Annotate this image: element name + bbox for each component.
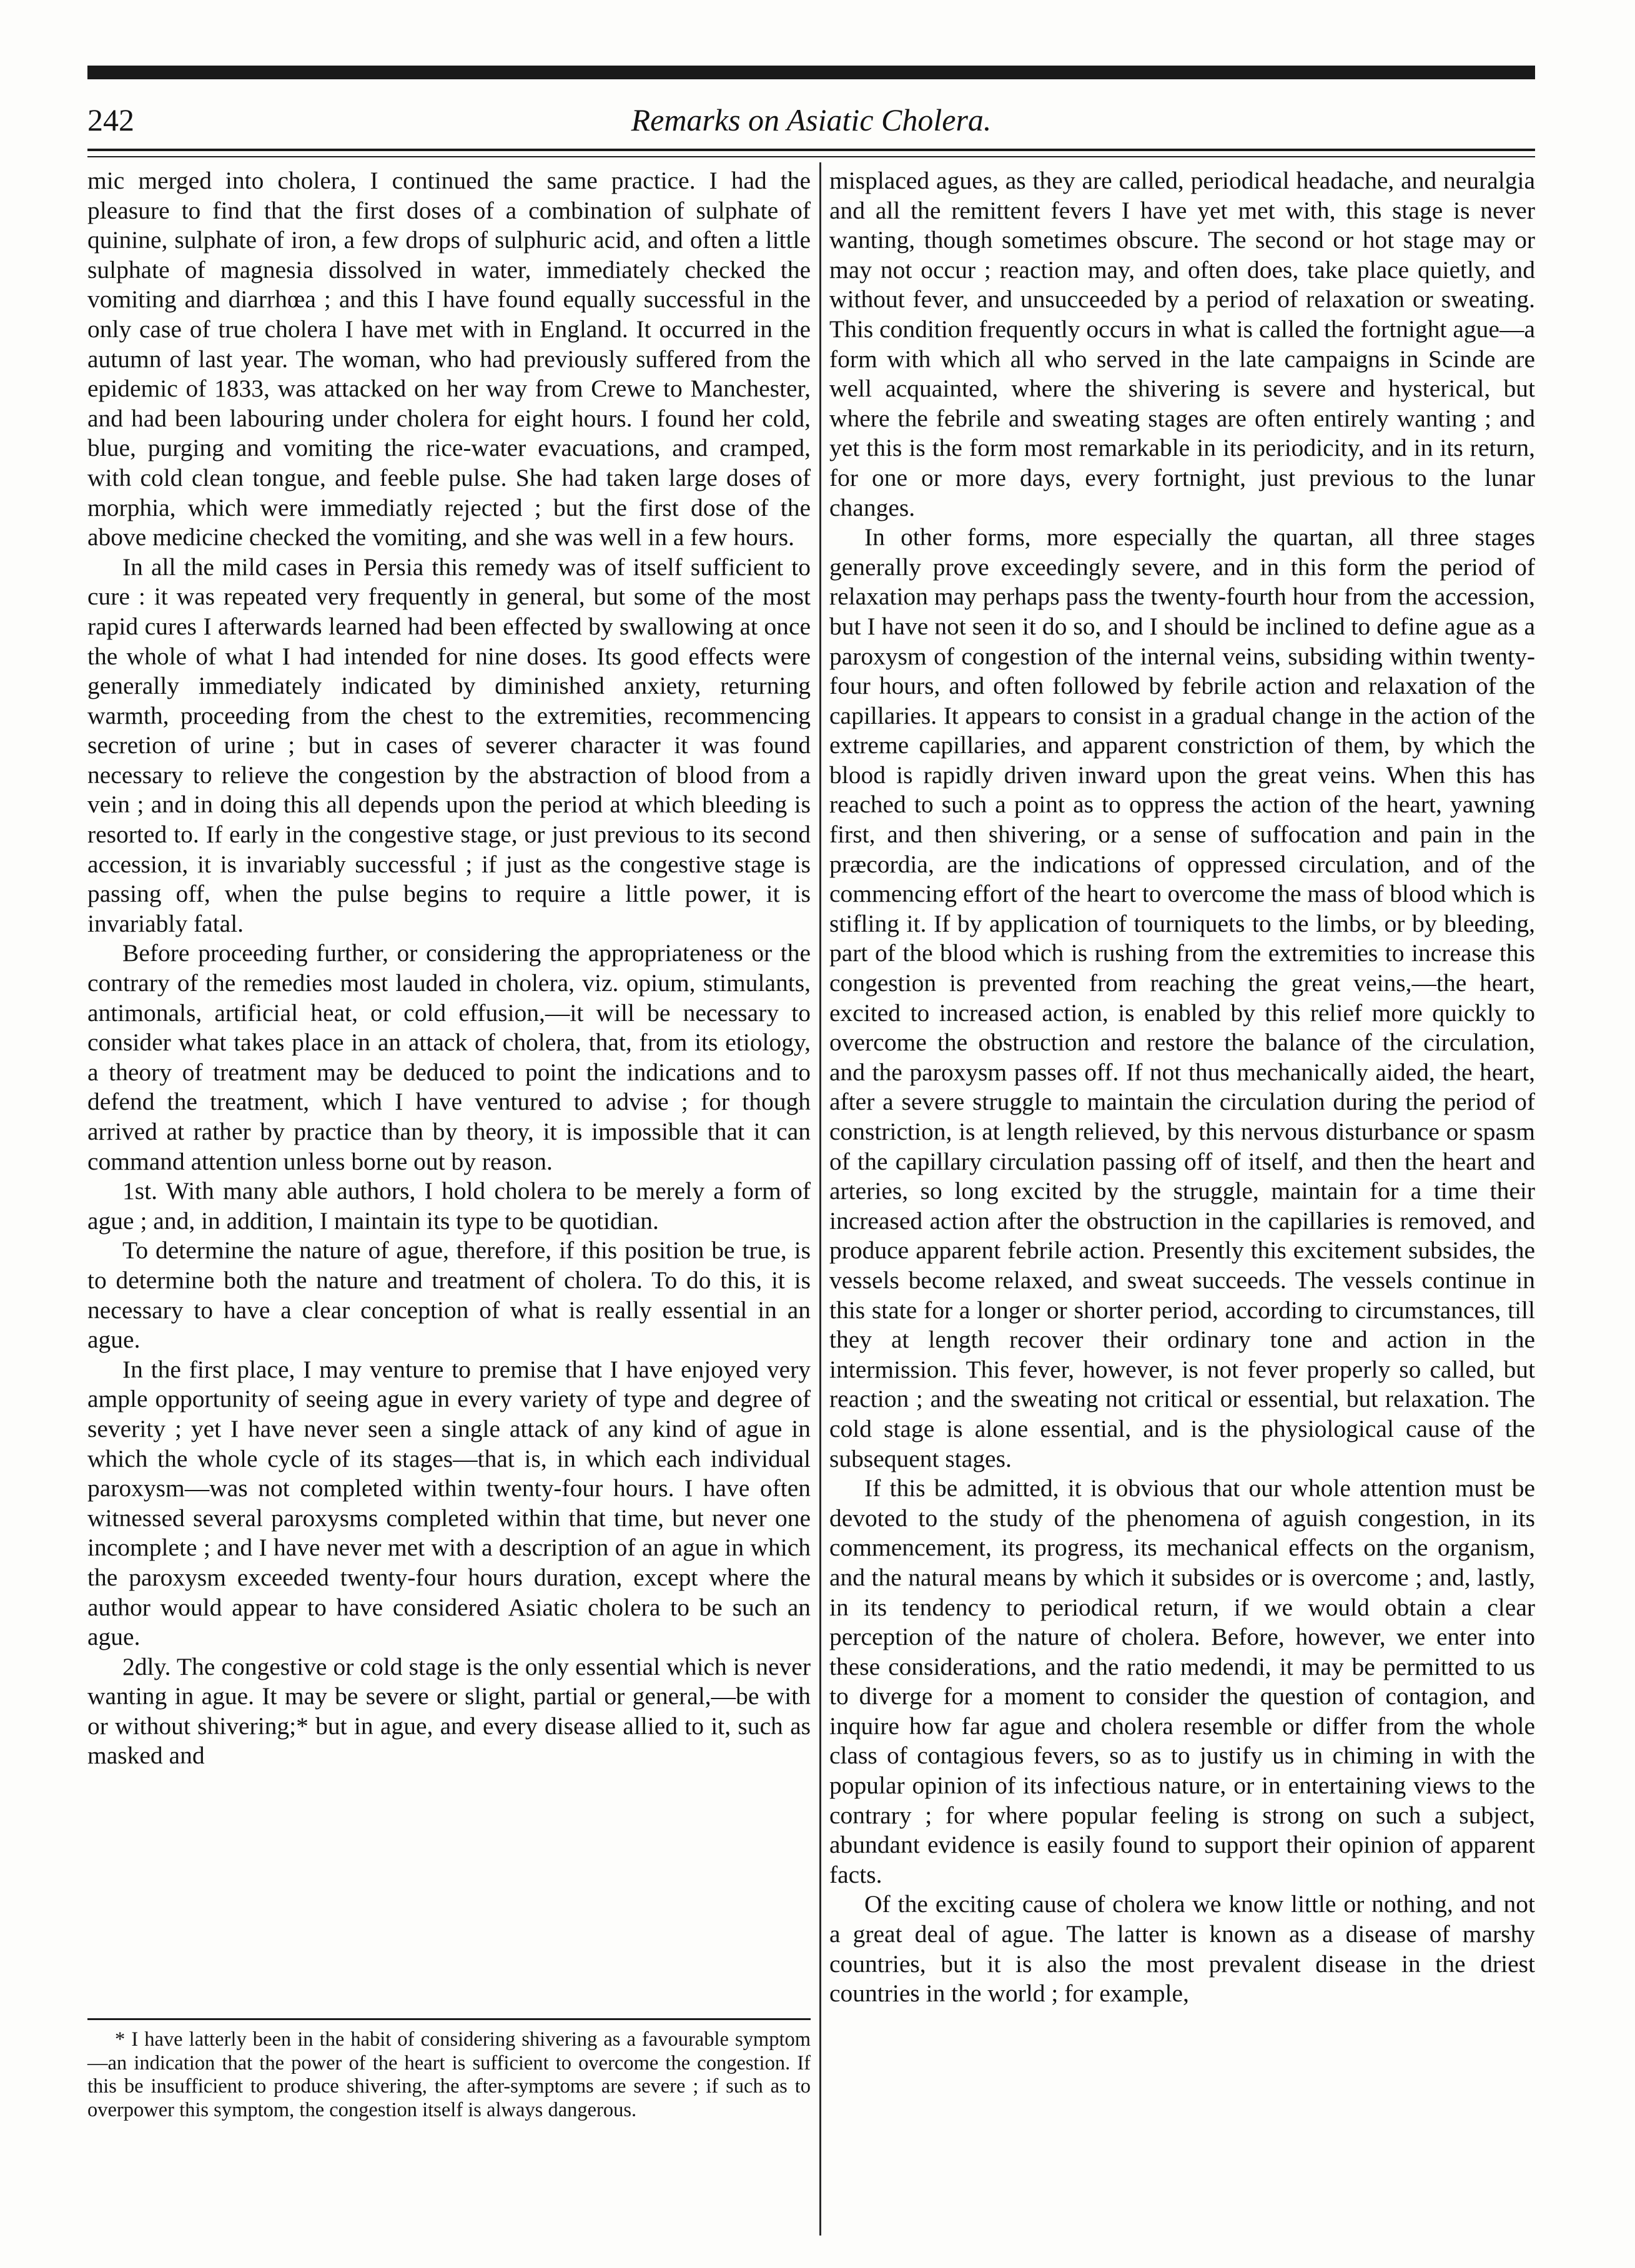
footnote-rule xyxy=(87,2018,811,2020)
left-column xyxy=(87,166,811,1771)
paragraph: 1st. With many able authors, I hold cholera to be merely a form of ague ; and, in addition, I maintain its type to be quotidian. xyxy=(87,1177,811,1235)
paragraph: In all the mild cases in Persia this remedy was of itself sufficient to cure : it was repeated very frequently in general, but some of the most rapid cures I afterwards learned had been effected by swallowing at once the whole of what I had intended for nine doses. Its good effects were generally immediately indicated by diminished anxiety, returning warmth, proceeding from the chest to the extremities, recommencing secretion of urine ; but in cases of severer character it was found necessary to relieve the congestion by the abstraction of blood from a vein ; and in doing this all depends upon the period at which bleeding is resorted to. If early in the congestive stage, or just previous to its second accession, it is invariably successful ; if just as the congestive stage is passing off, when the pulse begins to require a little power, it is invariably fatal. xyxy=(87,553,811,937)
right-column xyxy=(829,166,1535,2009)
paragraph: Of the exciting cause of cholera we know little or nothing, and not a great deal of ague. The latter is known as a disease of marshy countries, but it is also the most prevalent disease in the driest countries in the world ; for example, xyxy=(829,1890,1535,2008)
paragraph: 2dly. The congestive or cold stage is the only essential which is never wanting in ague. It may be severe or slight, partial or general,—be with or without shivering;* but in ague, and every disease allied to it, such as masked and xyxy=(87,1652,811,1770)
paragraph: mic merged into cholera, I continued the same practice. I had the pleasure to find that the first doses of a combination of sulphate of quinine, sulphate of iron, a few drops of sulphuric acid, and often a little sulphate of magnesia dissolved in water, immediately checked the vomiting and diarrhœa ; and this I have found equally successful in the only case of true cholera I have met with in England. It occurred in the autumn of last year. The woman, who had previously suffered from the epidemic of 1833, was attacked on her way from Crewe to Manchester, and had been labouring under cholera for eight hours. I found her cold, blue, purging and vomiting the rice-water evacuations, and cramped, with cold clean tongue, and feeble pulse. She had taken large doses of morphia, which were immediatly rejected ; but the first dose of the above medicine checked the vomiting, and she was well in a few hours. xyxy=(87,167,811,551)
running-title: Remarks on Asiatic Cholera. xyxy=(631,102,992,137)
footnote: * I have latterly been in the habit of considering shivering as a favourable symptom—an indication that the power of the heart is sufficient to overcome the congestion. If this be insufficient to produce shivering, the after-symptoms are severe ; if such as to overpower this symptom, the congestion itself is always dangerous. xyxy=(87,2028,811,2121)
paragraph: If this be admitted, it is obvious that our whole attention must be devoted to the study of the phenomena of aguish congestion, in its commencement, its progress, its mechanical effects on the organism, and the natural means by which it subsides or is overcome ; and, lastly, in its tendency to periodical return, if we would obtain a clear perception of the nature of cholera. Before, however, we enter into these considerations, and the ratio medendi, it may be permitted to us to diverge for a moment to consider the question of contagion, and inquire how far ague and cholera resemble or differ from the whole class of contagious fevers, so as to justify us in chiming in with the popular opinion of its infectious nature, or in entertaining views to the contrary ; for where popular feeling is strong on such a subject, abundant evidence is easily found to support their opinion of apparent facts. xyxy=(829,1474,1535,1888)
paragraph: Before proceeding further, or considering the appropriateness or the contrary of the remedies most lauded in cholera, viz. opium, stimulants, antimonals, artificial heat, or cold effusion,—it will be necessary to consider what takes place in an attack of cholera, that, from its etiology, a theory of treatment may be deduced to point the indications and to defend the treatment, which I have ventured to advise ; for though arrived at rather by practice than by theory, it is impossible that it can command attention unless borne out by reason. xyxy=(87,939,811,1175)
header-rule xyxy=(87,149,1535,151)
paragraph: misplaced agues, as they are called, periodical headache, and neuralgia and all the remittent fevers I have yet met with, this stage is never wanting, though sometimes obscure. The second or hot stage may or may not occur ; reaction may, and often does, take place quietly, and without fever, and unsucceeded by a period of relaxation or sweating. This condition frequently occurs in what is called the fortnight ague—a form with which all who served in the late campaigns in Scinde are well acquainted, where the shivering is severe and hysterical, but where the febrile and sweating stages are often entirely wanting ; and yet this is the form most remarkable in its periodicity, and in its return, for one or more days, every fortnight, just previous to the lunar changes. xyxy=(829,167,1535,521)
paragraph: To determine the nature of ague, therefore, if this position be true, is to determine both the nature and treatment of cholera. To do this, it is necessary to have a clear conception of what is really essential in an ague. xyxy=(87,1236,811,1354)
paragraph: In other forms, more especially the quartan, all three stages generally prove exceedingly severe, and in this form the period of relaxation may perhaps pass the twenty-fourth hour from the accession, but I have not seen it do so, and I should be inclined to define ague as a paroxysm of congestion of the internal veins, subsiding within twenty-four hours, and often followed by febrile action and relaxation of the capillaries. It appears to consist in a gradual change in the action of the extreme capillaries, and apparent constriction of them, by which the blood is rapidly driven inward upon the great veins. When this has reached to such a point as to oppress the action of the heart, yawning first, and then shivering, or a sense of suffocation and pain in the præcordia, are the indications of oppressed circulation, and of the commencing effort of the heart to overcome the mass of blood which is stifling it. If by application of tourniquets to the limbs, or by bleeding, part of the blood which is rushing from the extremities to increase this congestion is prevented from reaching the great veins,—the heart, excited to increased action, is enabled by this relief more quickly to overcome the obstruction and restore the balance of the circulation, and the paroxysm passes off. If not thus mechanically aided, the heart, after a severe struggle to maintain the circulation during the period of constriction, is at length relieved, by this nervous disturbance or spasm of the capillary circulation passing off of itself, and then the heart and arteries, so long excited by the struggle, maintain for a time their increased action after the obstruction in the capillaries is removed, and produce apparent febrile action. Presently this excitement subsides, the vessels become relaxed, and sweat succeeds. The vessels continue in this state for a longer or shorter period, according to circumstances, till they at length recover their ordinary tone and action in the intermission. This fever, however, is not fever properly so called, but reaction ; and the sweating not critical or essential, but relaxation. The cold stage is alone essential, and is the physiological cause of the subsequent stages. xyxy=(829,523,1535,1472)
paragraph: In the first place, I may venture to premise that I have enjoyed very ample opportunity of seeing ague in every variety of type and degree of severity ; yet I have never seen a single attack of any kind of ague in which the whole cycle of its stages—that is, in which each individual paroxysm—was not completed within twenty-four hours. I have often witnessed several paroxysms completed within that time, but never one incomplete ; and I have never met with a description of an ague in which the paroxysm exceeded twenty-four hours duration, except where the author would appear to have considered Asiatic cholera to be such an ague. xyxy=(87,1355,811,1651)
top-border-rule xyxy=(87,66,1535,79)
page-number: 242 xyxy=(87,102,134,137)
header-rule-thin xyxy=(87,156,1535,157)
page-header xyxy=(87,101,1535,139)
column-divider xyxy=(819,162,821,2236)
